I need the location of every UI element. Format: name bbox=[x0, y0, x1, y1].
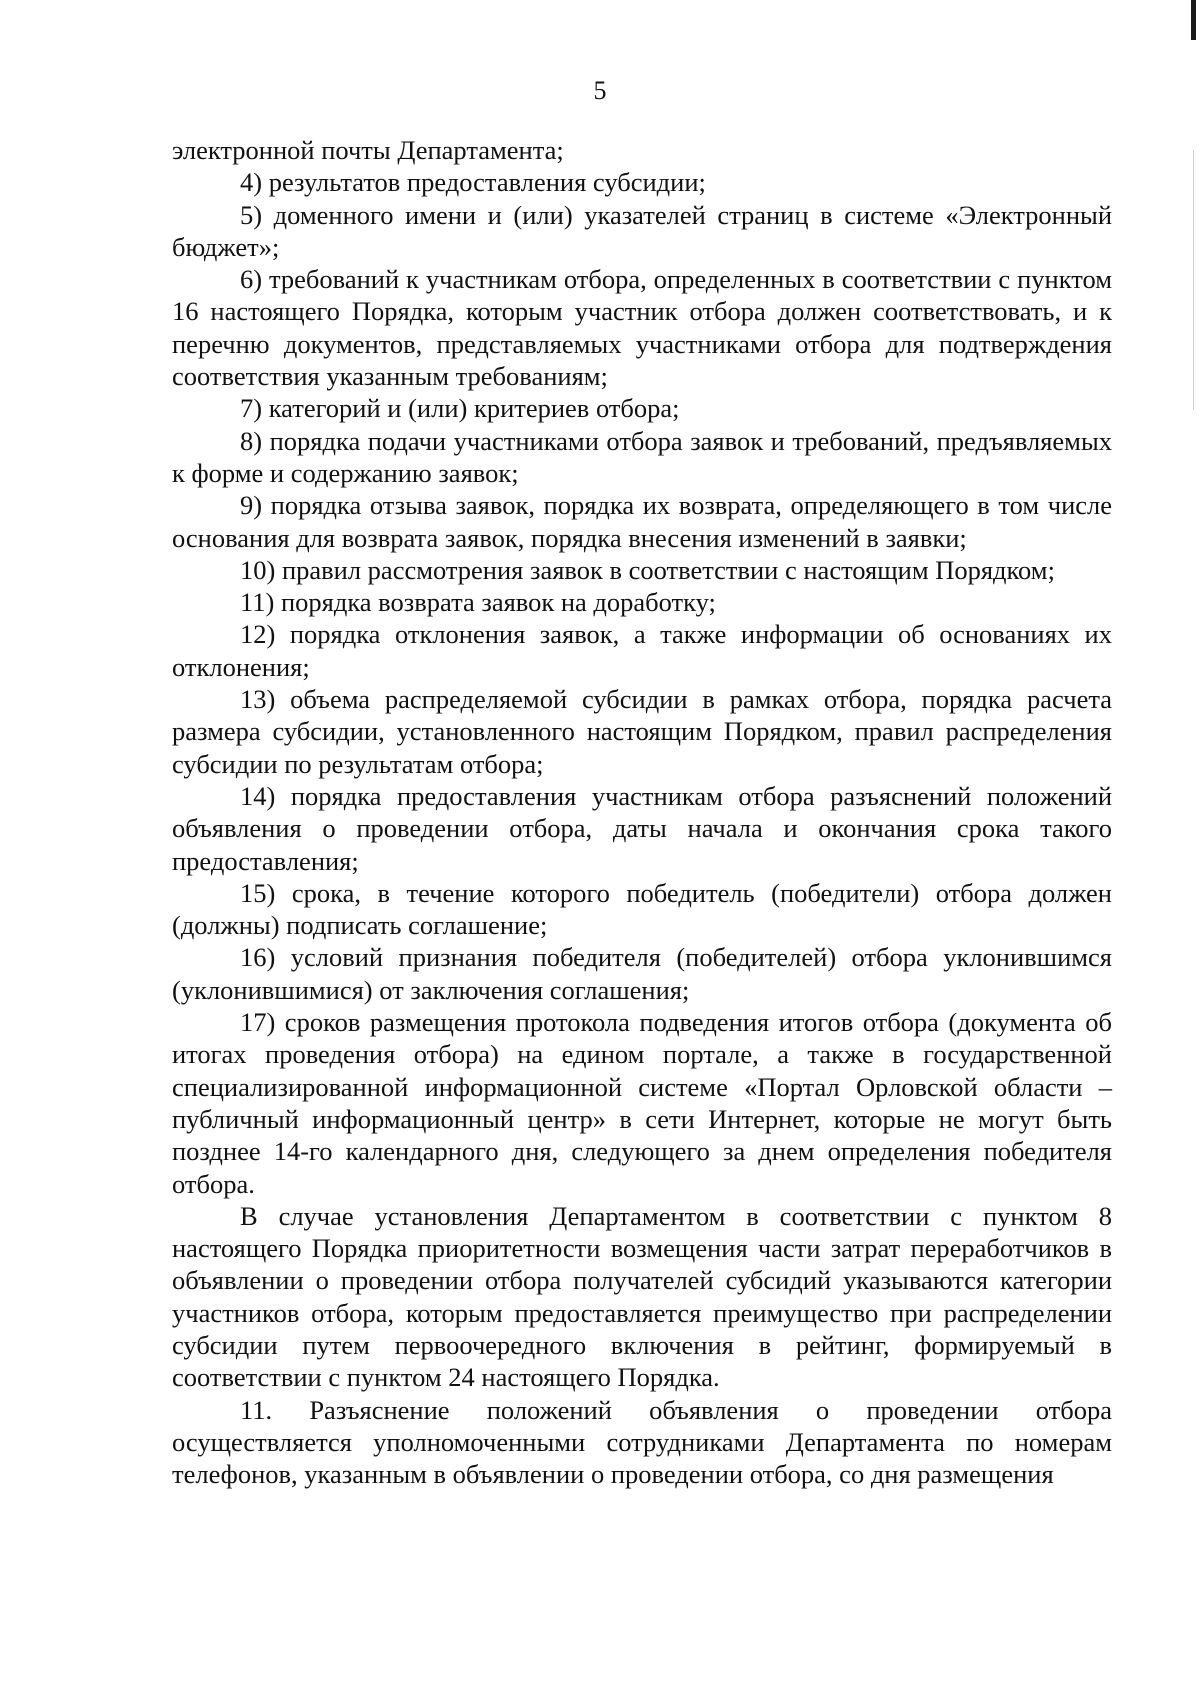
list-item-17: 17) сроков размещения протокола подведения итогов отбора (документа об итогах проведения отбора) на едином портале, а также в государственной специализированной информационной системе «Портал Орловской области – публичный информационный центр» в сети Интернет, которые не могут быть позднее 14-го календарного дня, следующего за днем определения победителя отбора. bbox=[172, 1007, 1112, 1199]
list-item-16: 16) условий признания победителя (победителей) отбора уклонившимся (уклонившимися) от заключения соглашения; bbox=[172, 942, 1112, 1005]
paragraph-priority: В случае установления Департаментом в соответствии с пунктом 8 настоящего Порядка приоритетности возмещения части затрат переработчиков в объявлении о проведении отбора получателей субсидий указываются категории участников отбора, которым предоставляется преимущество при распределении субсидии путем первоочередного включения в рейтинг, формируемый в соответствии с пунктом 24 настоящего Порядка. bbox=[172, 1200, 1112, 1393]
list-item-5: 5) доменного имени и (или) указателей страниц в системе «Электронный бюджет»; bbox=[172, 199, 1112, 262]
list-item-8: 8) порядка подачи участниками отбора заявок и требований, предъявляемых к форме и содержанию заявок; bbox=[172, 425, 1112, 488]
list-item-4: 4) результатов предоставления субсидии; bbox=[240, 167, 706, 198]
scan-edge-mark bbox=[1191, 0, 1196, 40]
list-item-11: 11) порядка возврата заявок на доработку; bbox=[240, 587, 716, 618]
paragraph-continuation: электронной почты Департамента; bbox=[172, 135, 564, 165]
scan-edge-faint-line bbox=[1193, 150, 1194, 410]
document-body bbox=[172, 134, 1112, 1490]
list-item-10: 10) правил рассмотрения заявок в соответствии с настоящим Порядком; bbox=[240, 554, 1055, 585]
list-item-14: 14) порядка предоставления участникам отбора разъяснений положений объявления о проведении отбора, даты начала и окончания срока такого предоставления; bbox=[172, 780, 1112, 876]
list-item-7: 7) категорий и (или) критериев отбора; bbox=[240, 393, 680, 424]
page-number: 5 bbox=[593, 76, 607, 105]
list-item-13: 13) объема распределяемой субсидии в рамках отбора, порядка расчета размера субсидии, установленного настоящим Порядком, правил распределения субсидии по результатам отбора; bbox=[172, 684, 1112, 779]
list-item-12: 12) порядка отклонения заявок, а также информации об основаниях их отклонения; bbox=[172, 619, 1112, 682]
list-item-15: 15) срока, в течение которого победитель (победители) отбора должен (должны) подписать соглашение; bbox=[172, 877, 1112, 941]
paragraph-clause-11: 11. Разъяснение положений объявления о проведении отбора осуществляется уполномоченными сотрудниками Департамента по номерам телефонов, указанным в объявлении о проведении отбора, со дня размещения bbox=[172, 1394, 1112, 1490]
list-item-6: 6) требований к участникам отбора, определенных в соответствии с пунктом 16 настоящего Порядка, которым участник отбора должен соответствовать, и к перечню документов, представляемых участниками отбора для подтверждения соответствия указанным требованиям; bbox=[172, 264, 1112, 392]
list-item-9: 9) порядка отзыва заявок, порядка их возврата, определяющего в том числе основания для возврата заявок, порядка внесения изменений в заявки; bbox=[172, 490, 1112, 553]
